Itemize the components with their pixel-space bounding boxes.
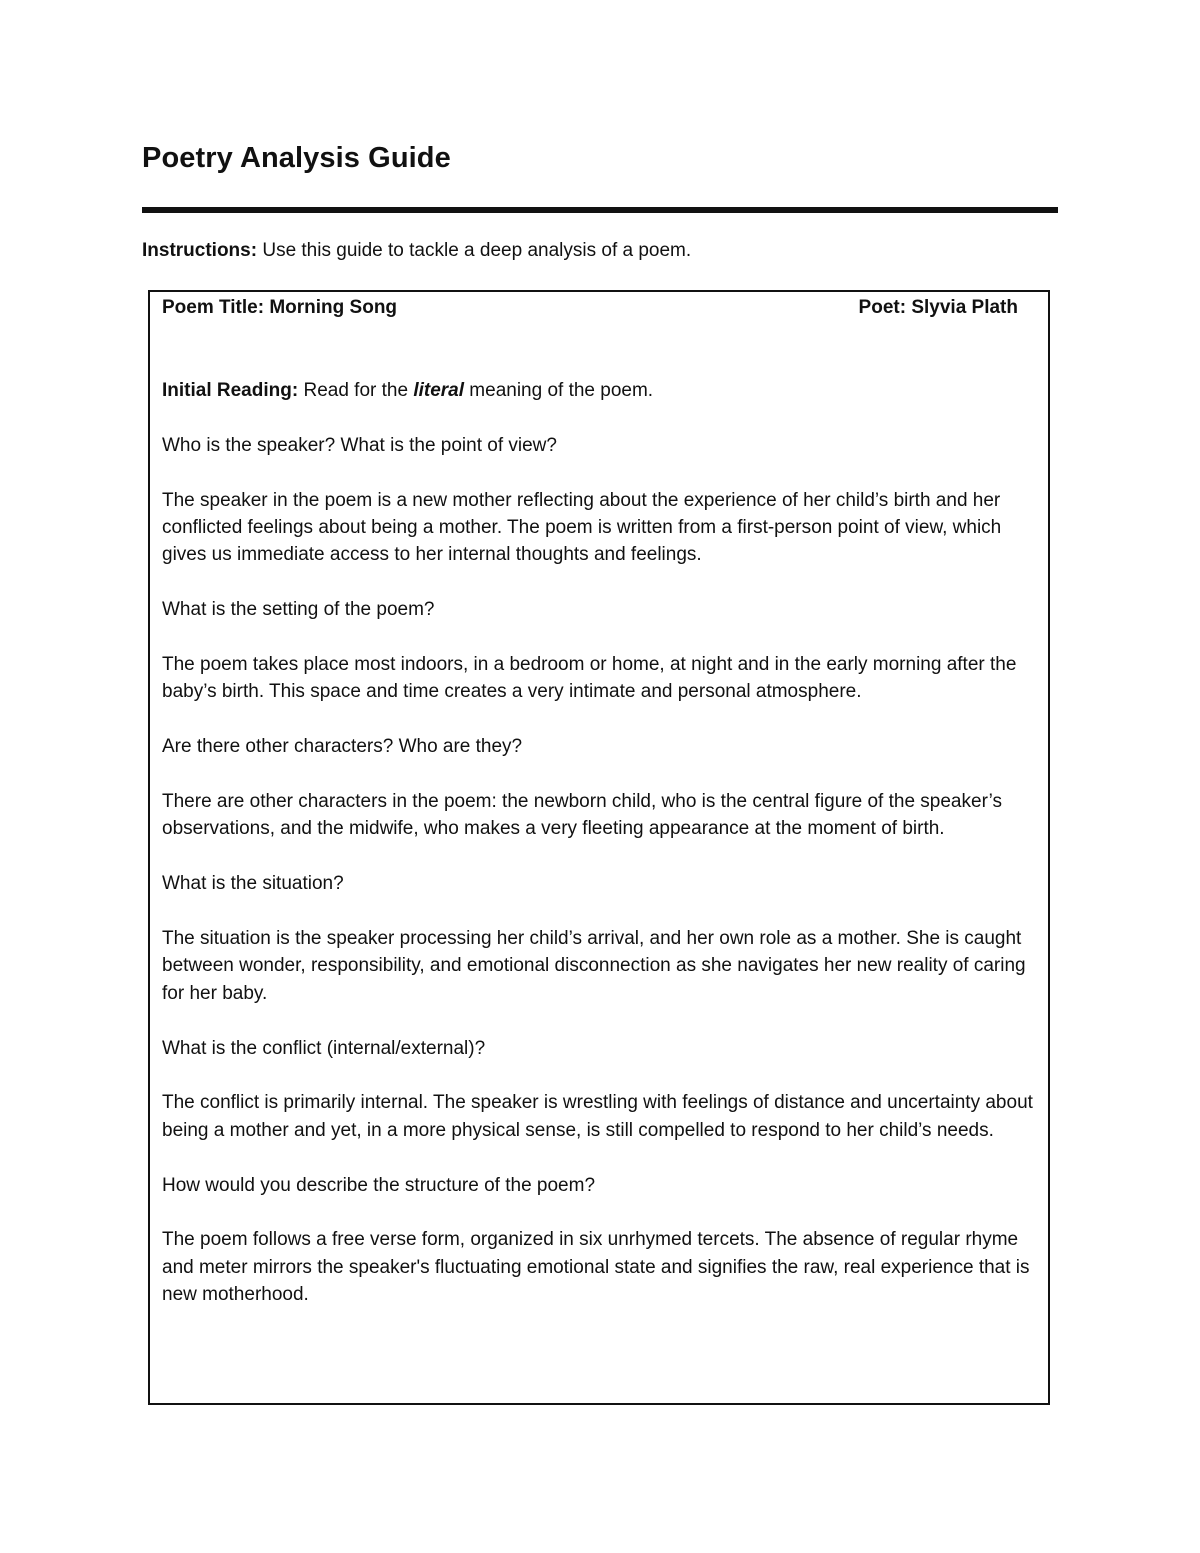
initial-reading-emphasis: literal xyxy=(413,380,465,401)
poem-header xyxy=(162,297,1018,319)
poem-title: Poem Title: Morning Song xyxy=(162,297,398,318)
question-characters: Are there other characters? Who are they? xyxy=(162,736,523,758)
analysis-box xyxy=(148,290,1050,1405)
analysis-content xyxy=(162,377,1047,1336)
answer-situation: The situation is the speaker processing her child’s arrival, and her own role as a mother. She is caught between wonder, responsibility, and emotional disconnection as she navigates her new reality of caring for her baby. xyxy=(162,928,1026,1004)
answer-speaker: The speaker in the poem is a new mother reflecting about the experience of her child’s birth and her conflicted feelings about being a mother. The poem is written from a first-person point of view, which gives us immediate access to her internal thoughts and feelings. xyxy=(162,489,1002,566)
question-structure: How would you describe the structure of the poem? xyxy=(162,1174,596,1196)
instructions-text: Use this guide to tackle a deep analysis of a poem. xyxy=(257,240,692,261)
answer-characters: There are other characters in the poem: the newborn child, who is the central figure of the speaker’s observations, and the midwife, who makes a very fleeting appearance at the moment of birth. xyxy=(162,791,1002,840)
poet-name: Poet: Slyvia Plath xyxy=(858,297,1018,318)
answer-setting: The poem takes place most indoors, in a bedroom or home, at night and in the early morning after the baby’s birth. This space and time creates a very intimate and personal atmosphere. xyxy=(162,654,1017,703)
document-title: Poetry Analysis Guide xyxy=(142,142,451,174)
instructions-line xyxy=(142,240,691,262)
title-divider xyxy=(142,207,1058,213)
question-conflict: What is the conflict (internal/external)? xyxy=(162,1037,486,1059)
initial-reading xyxy=(162,377,1047,404)
initial-reading-label: Initial Reading: xyxy=(162,380,299,401)
initial-reading-text-after: meaning of the poem. xyxy=(464,380,654,401)
instructions-label: Instructions: xyxy=(142,240,258,261)
initial-reading-text-before: Read for the xyxy=(298,380,414,401)
question-situation: What is the situation? xyxy=(162,873,344,895)
answer-structure: The poem follows a free verse form, organized in six unrhymed tercets. The absence of regular rhyme and meter mirrors the speaker's fluctuating emotional state and signifies the raw, real experience that is new motherhood. xyxy=(162,1229,1030,1306)
question-setting: What is the setting of the poem? xyxy=(162,599,435,621)
question-speaker: Who is the speaker? What is the point of view? xyxy=(162,434,557,456)
answer-conflict: The conflict is primarily internal. The speaker is wrestling with feelings of distance and uncertainty about being a mother and yet, in a more physical sense, is still compelled to respond to her child’s needs. xyxy=(162,1092,1033,1141)
